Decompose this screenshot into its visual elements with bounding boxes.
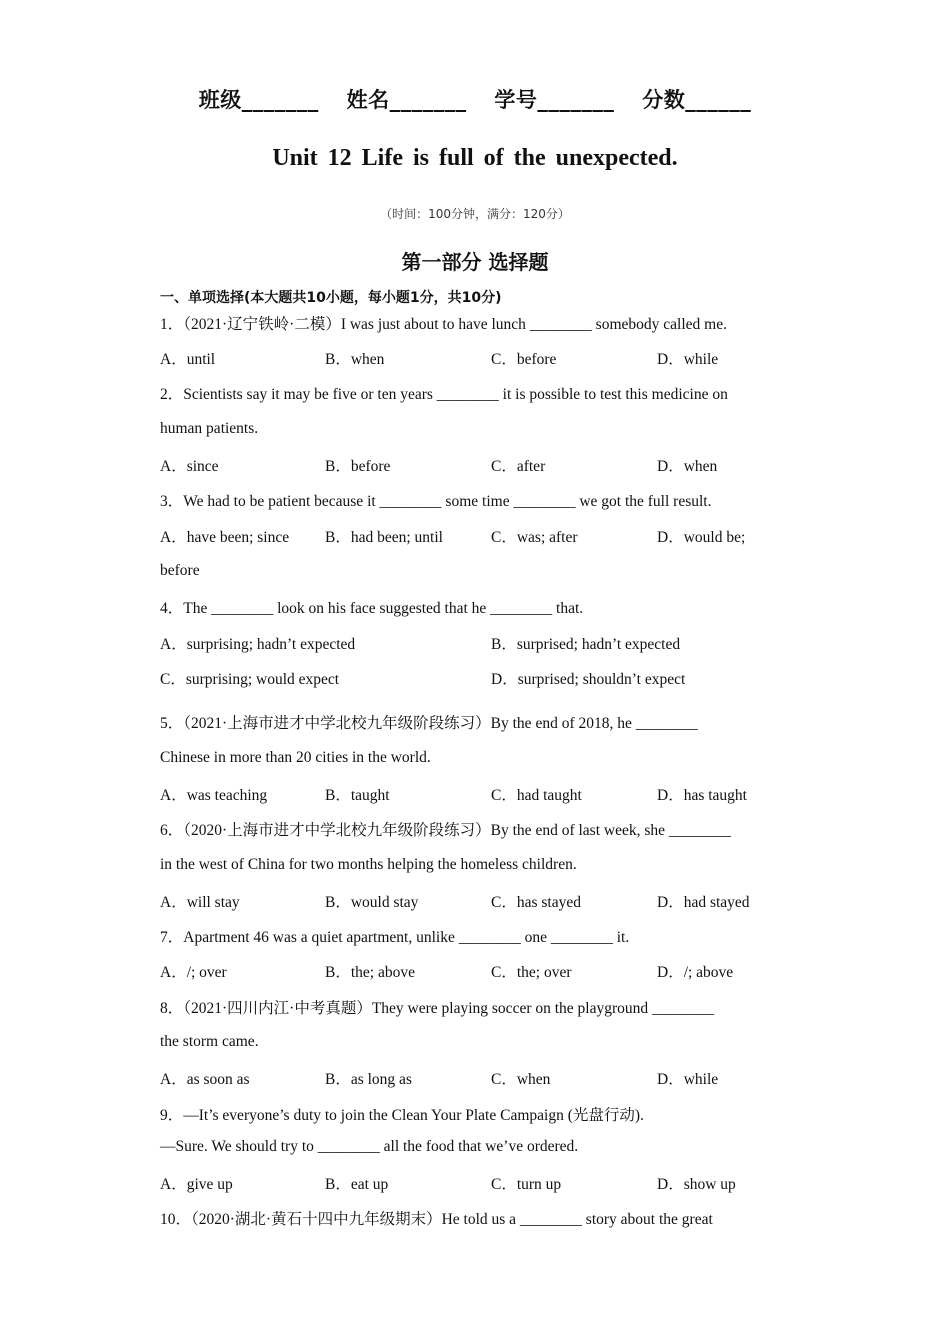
name-field: 姓名_______ [346, 88, 467, 112]
question-9-stem-cont: —Sure. We should try to ________ all the food that we’ve ordered. [160, 1138, 579, 1155]
question-2-option-a[interactable]: A．since [160, 458, 219, 475]
exam-time-info: （时间：100分钟，满分：120分） [380, 207, 570, 221]
question-5-option-b[interactable]: B．taught [325, 787, 390, 804]
question-9-option-d[interactable]: D．show up [657, 1176, 736, 1193]
question-10-stem: 10．（2020·湖北·黄石十四中九年级期末）He told us a ________ story about the great [160, 1211, 713, 1228]
question-4-option-a[interactable]: A．surprising; hadn’t expected [160, 636, 356, 653]
question-4-stem: 4．The ________ look on his face suggested that he ________ that. [160, 600, 584, 617]
question-2-option-b[interactable]: B．before [325, 458, 391, 475]
question-6-option-a[interactable]: A．will stay [160, 894, 240, 911]
question-7-option-d[interactable]: D．/; above [657, 964, 734, 981]
question-5-option-d[interactable]: D．has taught [657, 787, 747, 804]
question-8-option-d[interactable]: D．while [657, 1071, 719, 1088]
question-1-option-b[interactable]: B．when [325, 351, 385, 368]
question-6-stem: 6．（2020·上海市进才中学北校九年级阶段练习）By the end of last week, she ________ [160, 822, 731, 839]
page-title: Unit 12 Life is full of the unexpected. [272, 145, 678, 171]
question-7-stem: 7．Apartment 46 was a quiet apartment, unlike ________ one ________ it. [160, 929, 630, 946]
score-field: 分数______ [642, 88, 752, 112]
question-8-option-a[interactable]: A．as soon as [160, 1071, 250, 1088]
question-4-option-c[interactable]: C．surprising; would expect [160, 671, 340, 688]
question-1-stem: 1．（2021·辽宁铁岭·二模）I was just about to have lunch ________ somebody called me. [160, 316, 727, 333]
student-id-field: 学号_______ [494, 88, 615, 112]
section-title: 一、单项选择(本大题共10小题，每小题1分，共10分) [160, 290, 502, 306]
student-info-header [0, 84, 950, 114]
part-title: 第一部分 选择题 [401, 250, 549, 274]
question-2-option-c[interactable]: C．after [491, 458, 546, 475]
question-8-option-b[interactable]: B．as long as [325, 1071, 412, 1088]
class-field: 班级_______ [198, 88, 319, 112]
question-9-option-b[interactable]: B．eat up [325, 1176, 389, 1193]
question-3-option-d[interactable]: D．would be; [657, 529, 746, 546]
question-3-option-a[interactable]: A．have been; since [160, 529, 290, 546]
question-4-option-b[interactable]: B．surprised; hadn’t expected [491, 636, 681, 653]
question-1-option-a[interactable]: A．until [160, 351, 216, 368]
question-3-stem: 3．We had to be patient because it ________ some time ________ we got the full result. [160, 493, 712, 510]
question-2-stem: 2．Scientists say it may be five or ten years ________ it is possible to test this medicine on [160, 386, 728, 403]
question-7-option-a[interactable]: A．/; over [160, 964, 227, 981]
question-9-stem: 9．—It’s everyone’s duty to join the Clean Your Plate Campaign (光盘行动). [160, 1107, 644, 1124]
question-6-option-b[interactable]: B．would stay [325, 894, 419, 911]
question-8-option-c[interactable]: C．when [491, 1071, 551, 1088]
question-2-stem-cont: human patients. [160, 420, 259, 437]
question-2-option-d[interactable]: D．when [657, 458, 718, 475]
question-5-option-a[interactable]: A．was teaching [160, 787, 268, 804]
question-5-stem-cont: Chinese in more than 20 cities in the world. [160, 749, 431, 766]
question-1-option-d[interactable]: D．while [657, 351, 719, 368]
question-3-option-d-cont: before [160, 562, 200, 579]
question-5-option-c[interactable]: C．had taught [491, 787, 582, 804]
question-3-option-b[interactable]: B．had been; until [325, 529, 443, 546]
question-3-option-c[interactable]: C．was; after [491, 529, 578, 546]
question-8-stem: 8．（2021·四川内江·中考真题）They were playing soccer on the playground ________ [160, 1000, 715, 1017]
question-6-option-c[interactable]: C．has stayed [491, 894, 581, 911]
question-6-stem-cont: in the west of China for two months helping the homeless children. [160, 856, 577, 873]
question-4-option-d[interactable]: D．surprised; shouldn’t expect [491, 671, 686, 688]
question-7-option-c[interactable]: C．the; over [491, 964, 572, 981]
question-5-stem: 5．（2021·上海市进才中学北校九年级阶段练习）By the end of 2018, he ________ [160, 715, 698, 732]
question-7-option-b[interactable]: B．the; above [325, 964, 415, 981]
question-6-option-d[interactable]: D．had stayed [657, 894, 750, 911]
question-1-option-c[interactable]: C．before [491, 351, 557, 368]
question-9-option-c[interactable]: C．turn up [491, 1176, 562, 1193]
question-8-stem-cont: the storm came. [160, 1033, 259, 1050]
question-9-option-a[interactable]: A．give up [160, 1176, 233, 1193]
